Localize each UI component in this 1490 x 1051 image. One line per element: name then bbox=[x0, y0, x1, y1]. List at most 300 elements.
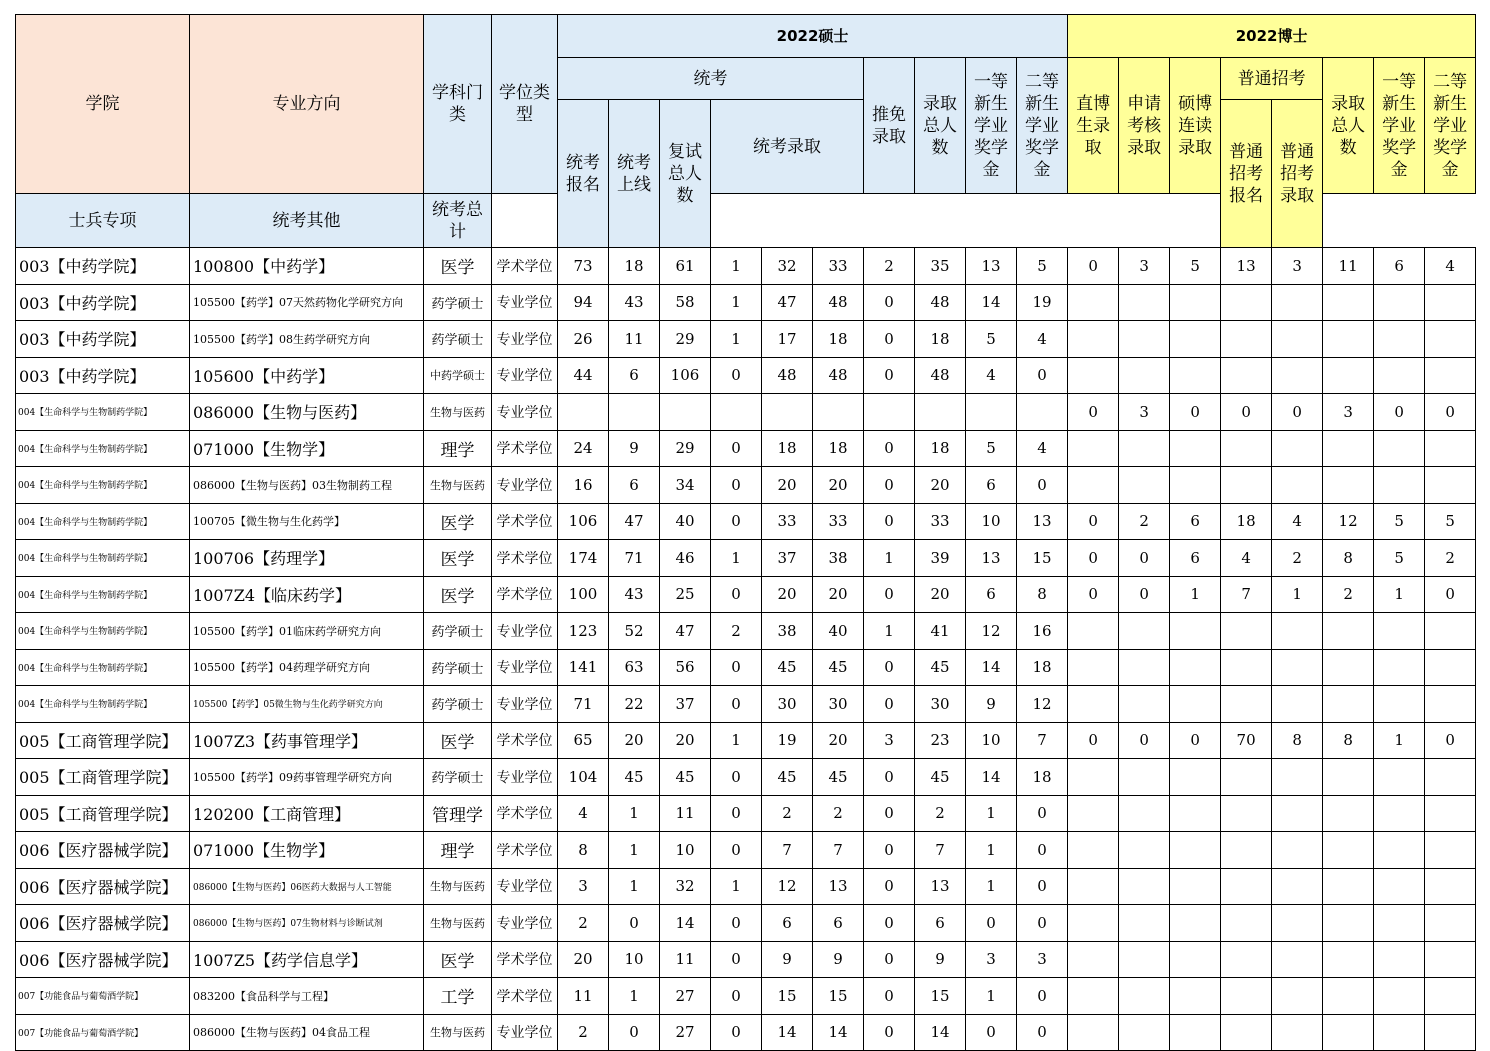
master-value-cell: 0 bbox=[711, 576, 762, 613]
master-value-cell: 13 bbox=[966, 248, 1017, 285]
degree-type-cell: 学术学位 bbox=[492, 941, 558, 978]
master-value-cell bbox=[711, 394, 762, 431]
master-value-cell: 7 bbox=[813, 832, 864, 869]
master-value-cell: 65 bbox=[558, 722, 609, 759]
phd-value-cell: 5 bbox=[1170, 248, 1221, 285]
master-value-cell: 58 bbox=[660, 284, 711, 321]
college-cell: 007【功能食品与葡萄酒学院】 bbox=[16, 1014, 190, 1051]
discipline-cell: 理学 bbox=[424, 832, 492, 869]
phd-value-cell: 0 bbox=[1425, 722, 1476, 759]
master-value-cell: 10 bbox=[609, 941, 660, 978]
master-value-cell: 0 bbox=[711, 978, 762, 1015]
phd-title: 2022博士 bbox=[1068, 15, 1476, 58]
phd-value-cell bbox=[1221, 686, 1272, 723]
phd-value-cell: 0 bbox=[1068, 503, 1119, 540]
master-value-cell: 0 bbox=[864, 357, 915, 394]
master-value-cell: 0 bbox=[1017, 832, 1068, 869]
degree-type-cell: 专业学位 bbox=[492, 321, 558, 358]
degree-type-cell: 学术学位 bbox=[492, 430, 558, 467]
phd-value-cell bbox=[1068, 467, 1119, 504]
major-cell: 100706【药理学】 bbox=[190, 540, 424, 577]
master-value-cell: 4 bbox=[1017, 430, 1068, 467]
recommended-header: 推免录取 bbox=[864, 58, 915, 194]
phd-value-cell: 7 bbox=[1221, 576, 1272, 613]
phd-value-cell bbox=[1323, 978, 1374, 1015]
degree-type-cell: 专业学位 bbox=[492, 394, 558, 431]
discipline-cell: 医学 bbox=[424, 540, 492, 577]
discipline-cell: 医学 bbox=[424, 503, 492, 540]
degree-type-header: 学位类型 bbox=[492, 15, 558, 194]
master-value-cell: 15 bbox=[1017, 540, 1068, 577]
master-value-cell: 9 bbox=[966, 686, 1017, 723]
college-cell: 004【生命科学与生物制药学院】 bbox=[16, 576, 190, 613]
phd-value-cell bbox=[1323, 795, 1374, 832]
master-value-cell: 0 bbox=[711, 941, 762, 978]
phd-value-cell bbox=[1374, 905, 1425, 942]
discipline-cell: 药学硕士 bbox=[424, 284, 492, 321]
master-value-cell: 0 bbox=[711, 795, 762, 832]
phd-value-cell bbox=[1272, 430, 1323, 467]
master-value-cell: 20 bbox=[813, 722, 864, 759]
phd-value-cell bbox=[1119, 868, 1170, 905]
master-value-cell: 100 bbox=[558, 576, 609, 613]
phd-value-cell bbox=[1221, 978, 1272, 1015]
degree-type-cell: 专业学位 bbox=[492, 1014, 558, 1051]
master-value-cell: 7 bbox=[762, 832, 813, 869]
table-row bbox=[16, 248, 1476, 285]
master-value-cell: 48 bbox=[813, 357, 864, 394]
phd-value-cell: 11 bbox=[1323, 248, 1374, 285]
master-value-cell: 20 bbox=[558, 941, 609, 978]
master-value-cell: 33 bbox=[813, 248, 864, 285]
discipline-cell: 药学硕士 bbox=[424, 759, 492, 796]
master-value-cell: 25 bbox=[660, 576, 711, 613]
degree-type-cell: 专业学位 bbox=[492, 467, 558, 504]
regular-applicants-header: 普通招考报名 bbox=[1221, 100, 1272, 248]
master-value-cell: 2 bbox=[558, 905, 609, 942]
master-value-cell: 26 bbox=[558, 321, 609, 358]
phd-value-cell bbox=[1119, 759, 1170, 796]
phd-value-cell bbox=[1119, 832, 1170, 869]
phd-value-cell bbox=[1068, 686, 1119, 723]
master-value-cell: 40 bbox=[813, 613, 864, 650]
phd-value-cell: 4 bbox=[1221, 540, 1272, 577]
master-value-cell: 34 bbox=[660, 467, 711, 504]
master-value-cell: 123 bbox=[558, 613, 609, 650]
master-value-cell: 0 bbox=[966, 905, 1017, 942]
ms-phd-header: 硕博连读录取 bbox=[1170, 58, 1221, 194]
phd-value-cell: 0 bbox=[1068, 576, 1119, 613]
phd-value-cell: 2 bbox=[1272, 540, 1323, 577]
table-row bbox=[16, 759, 1476, 796]
phd-value-cell bbox=[1425, 795, 1476, 832]
master-value-cell: 0 bbox=[1017, 357, 1068, 394]
master-value-cell: 1 bbox=[711, 540, 762, 577]
master-value-cell bbox=[864, 394, 915, 431]
master-value-cell: 27 bbox=[660, 1014, 711, 1051]
major-cell: 105500【药学】01临床药学研究方向 bbox=[190, 613, 424, 650]
master-value-cell: 6 bbox=[813, 905, 864, 942]
discipline-cell: 生物与医药 bbox=[424, 868, 492, 905]
discipline-cell: 生物与医药 bbox=[424, 394, 492, 431]
phd-value-cell bbox=[1068, 1014, 1119, 1051]
master-value-cell: 0 bbox=[864, 941, 915, 978]
master-value-cell: 0 bbox=[711, 467, 762, 504]
major-cell: 086000【生物与医药】06医药大数据与人工智能 bbox=[190, 868, 424, 905]
master-value-cell: 0 bbox=[1017, 978, 1068, 1015]
master-value-cell: 1 bbox=[609, 795, 660, 832]
direct-phd-header: 直博生录取 bbox=[1068, 58, 1119, 194]
phd-value-cell bbox=[1170, 321, 1221, 358]
phd-value-cell: 1 bbox=[1374, 722, 1425, 759]
phd-value-cell bbox=[1119, 1014, 1170, 1051]
phd-value-cell bbox=[1119, 649, 1170, 686]
phd-value-cell bbox=[1374, 357, 1425, 394]
college-cell: 006【医疗器械学院】 bbox=[16, 905, 190, 942]
phd-value-cell: 0 bbox=[1170, 394, 1221, 431]
phd-value-cell bbox=[1425, 649, 1476, 686]
master-value-cell: 11 bbox=[660, 795, 711, 832]
phd-value-cell bbox=[1221, 321, 1272, 358]
phd-value-cell: 0 bbox=[1170, 722, 1221, 759]
table-row bbox=[16, 832, 1476, 869]
phd-value-cell: 4 bbox=[1272, 503, 1323, 540]
master-value-cell: 19 bbox=[762, 722, 813, 759]
phd-value-cell bbox=[1221, 430, 1272, 467]
phd-value-cell bbox=[1272, 467, 1323, 504]
retest-total-header: 复试总人数 bbox=[660, 100, 711, 248]
master-value-cell: 71 bbox=[558, 686, 609, 723]
master-value-cell: 15 bbox=[813, 978, 864, 1015]
master-value-cell: 3 bbox=[558, 868, 609, 905]
master-value-cell: 10 bbox=[966, 503, 1017, 540]
master-value-cell: 0 bbox=[1017, 467, 1068, 504]
master-value-cell: 1 bbox=[609, 868, 660, 905]
major-cell: 105500【药学】05微生物与生化药学研究方向 bbox=[190, 686, 424, 723]
master-value-cell: 15 bbox=[915, 978, 966, 1015]
table-row bbox=[16, 722, 1476, 759]
exam-admitted-header: 统考录取 bbox=[711, 100, 864, 194]
master-value-cell: 0 bbox=[711, 905, 762, 942]
degree-type-cell: 学术学位 bbox=[492, 540, 558, 577]
master-value-cell: 18 bbox=[813, 321, 864, 358]
major-cell: 120200【工商管理】 bbox=[190, 795, 424, 832]
master-value-cell: 2 bbox=[813, 795, 864, 832]
master-value-cell: 2 bbox=[762, 795, 813, 832]
major-cell: 100705【微生物与生化药学】 bbox=[190, 503, 424, 540]
phd-value-cell: 0 bbox=[1425, 576, 1476, 613]
phd-value-cell bbox=[1425, 905, 1476, 942]
exam-total-header: 统考总计 bbox=[424, 194, 492, 248]
master-value-cell: 9 bbox=[813, 941, 864, 978]
master-value-cell: 0 bbox=[864, 868, 915, 905]
master-value-cell: 5 bbox=[966, 430, 1017, 467]
phd-admit-total-header: 录取总人数 bbox=[1323, 58, 1374, 194]
master-value-cell: 19 bbox=[1017, 284, 1068, 321]
phd-value-cell bbox=[1374, 321, 1425, 358]
phd-value-cell: 18 bbox=[1221, 503, 1272, 540]
phd-value-cell bbox=[1425, 1014, 1476, 1051]
phd-value-cell bbox=[1119, 467, 1170, 504]
phd-value-cell bbox=[1272, 284, 1323, 321]
phd-value-cell bbox=[1068, 649, 1119, 686]
master-value-cell: 29 bbox=[660, 321, 711, 358]
master-value-cell: 14 bbox=[660, 905, 711, 942]
master-value-cell: 3 bbox=[864, 722, 915, 759]
exam-applicants-header: 统考报名 bbox=[558, 100, 609, 248]
phd-value-cell bbox=[1221, 284, 1272, 321]
phd-value-cell bbox=[1425, 321, 1476, 358]
phd-value-cell bbox=[1068, 613, 1119, 650]
phd-value-cell bbox=[1119, 357, 1170, 394]
major-cell: 1007Z3【药事管理学】 bbox=[190, 722, 424, 759]
master-value-cell: 14 bbox=[966, 284, 1017, 321]
table-row bbox=[16, 868, 1476, 905]
college-cell: 004【生命科学与生物制药学院】 bbox=[16, 503, 190, 540]
master-value-cell: 174 bbox=[558, 540, 609, 577]
phd-value-cell: 1 bbox=[1272, 576, 1323, 613]
master-value-cell: 33 bbox=[762, 503, 813, 540]
table-row bbox=[16, 613, 1476, 650]
table-row bbox=[16, 357, 1476, 394]
master-value-cell: 16 bbox=[1017, 613, 1068, 650]
degree-type-cell: 学术学位 bbox=[492, 248, 558, 285]
phd-value-cell: 6 bbox=[1170, 503, 1221, 540]
phd-value-cell bbox=[1425, 978, 1476, 1015]
master-value-cell: 47 bbox=[660, 613, 711, 650]
master-value-cell: 48 bbox=[762, 357, 813, 394]
phd-value-cell bbox=[1323, 357, 1374, 394]
degree-type-cell: 专业学位 bbox=[492, 868, 558, 905]
admit-total-header: 录取总人数 bbox=[915, 58, 966, 194]
apply-review-header: 申请考核录取 bbox=[1119, 58, 1170, 194]
discipline-cell: 药学硕士 bbox=[424, 321, 492, 358]
phd-second-scholar-header: 二等新生学业奖学金 bbox=[1425, 58, 1476, 194]
phd-value-cell: 8 bbox=[1323, 722, 1374, 759]
master-value-cell bbox=[915, 394, 966, 431]
master-value-cell: 47 bbox=[762, 284, 813, 321]
phd-value-cell bbox=[1068, 832, 1119, 869]
table-header bbox=[16, 15, 1476, 248]
discipline-cell: 生物与医药 bbox=[424, 905, 492, 942]
exam-passed-header: 统考上线 bbox=[609, 100, 660, 248]
master-value-cell: 45 bbox=[609, 759, 660, 796]
master-value-cell: 8 bbox=[1017, 576, 1068, 613]
exam-other-header: 统考其他 bbox=[190, 194, 424, 248]
phd-first-scholar-header: 一等新生学业奖学金 bbox=[1374, 58, 1425, 194]
master-value-cell: 24 bbox=[558, 430, 609, 467]
phd-value-cell bbox=[1425, 357, 1476, 394]
master-value-cell bbox=[609, 394, 660, 431]
master-value-cell: 12 bbox=[1017, 686, 1068, 723]
phd-value-cell bbox=[1170, 978, 1221, 1015]
phd-value-cell: 3 bbox=[1119, 248, 1170, 285]
master-value-cell: 47 bbox=[609, 503, 660, 540]
master-value-cell: 13 bbox=[966, 540, 1017, 577]
phd-value-cell bbox=[1374, 759, 1425, 796]
phd-value-cell bbox=[1272, 868, 1323, 905]
major-cell: 083200【食品科学与工程】 bbox=[190, 978, 424, 1015]
master-value-cell: 106 bbox=[660, 357, 711, 394]
master-value-cell: 37 bbox=[660, 686, 711, 723]
table-row bbox=[16, 905, 1476, 942]
major-cell: 086000【生物与医药】04食品工程 bbox=[190, 1014, 424, 1051]
phd-value-cell bbox=[1272, 321, 1323, 358]
phd-value-cell bbox=[1170, 905, 1221, 942]
college-cell: 003【中药学院】 bbox=[16, 321, 190, 358]
phd-value-cell bbox=[1068, 978, 1119, 1015]
phd-value-cell: 0 bbox=[1221, 394, 1272, 431]
phd-value-cell bbox=[1272, 686, 1323, 723]
master-value-cell: 18 bbox=[1017, 649, 1068, 686]
master-value-cell: 0 bbox=[864, 832, 915, 869]
phd-value-cell bbox=[1323, 832, 1374, 869]
master-value-cell: 3 bbox=[1017, 941, 1068, 978]
master-value-cell: 27 bbox=[660, 978, 711, 1015]
major-header: 专业方向 bbox=[190, 15, 424, 194]
phd-value-cell bbox=[1170, 1014, 1221, 1051]
master-value-cell: 71 bbox=[609, 540, 660, 577]
college-cell: 003【中药学院】 bbox=[16, 284, 190, 321]
phd-value-cell bbox=[1374, 686, 1425, 723]
phd-value-cell: 3 bbox=[1323, 394, 1374, 431]
college-cell: 004【生命科学与生物制药学院】 bbox=[16, 613, 190, 650]
major-cell: 105600【中药学】 bbox=[190, 357, 424, 394]
master-value-cell: 13 bbox=[813, 868, 864, 905]
phd-value-cell bbox=[1272, 795, 1323, 832]
table-row bbox=[16, 284, 1476, 321]
first-scholar-header: 一等新生学业奖学金 bbox=[966, 58, 1017, 194]
master-value-cell: 141 bbox=[558, 649, 609, 686]
phd-value-cell bbox=[1425, 613, 1476, 650]
phd-value-cell bbox=[1068, 430, 1119, 467]
regular-admitted-header: 普通招考录取 bbox=[1272, 100, 1323, 248]
phd-value-cell bbox=[1272, 759, 1323, 796]
college-cell: 004【生命科学与生物制药学院】 bbox=[16, 467, 190, 504]
master-value-cell: 18 bbox=[915, 321, 966, 358]
college-cell: 004【生命科学与生物制药学院】 bbox=[16, 430, 190, 467]
master-value-cell: 0 bbox=[864, 759, 915, 796]
discipline-cell: 工学 bbox=[424, 978, 492, 1015]
phd-value-cell bbox=[1374, 649, 1425, 686]
master-value-cell: 18 bbox=[762, 430, 813, 467]
discipline-cell: 理学 bbox=[424, 430, 492, 467]
degree-type-cell: 学术学位 bbox=[492, 576, 558, 613]
master-value-cell: 38 bbox=[813, 540, 864, 577]
master-value-cell: 44 bbox=[558, 357, 609, 394]
table-row bbox=[16, 321, 1476, 358]
master-value-cell: 8 bbox=[558, 832, 609, 869]
phd-value-cell: 6 bbox=[1374, 248, 1425, 285]
master-value-cell: 0 bbox=[1017, 905, 1068, 942]
master-value-cell: 0 bbox=[864, 576, 915, 613]
unified-exam-header: 统考 bbox=[558, 58, 864, 100]
phd-value-cell bbox=[1374, 1014, 1425, 1051]
major-cell: 071000【生物学】 bbox=[190, 832, 424, 869]
phd-value-cell: 0 bbox=[1272, 394, 1323, 431]
master-value-cell: 13 bbox=[1017, 503, 1068, 540]
phd-value-cell bbox=[1119, 613, 1170, 650]
table-row bbox=[16, 467, 1476, 504]
master-value-cell: 0 bbox=[864, 430, 915, 467]
master-value-cell: 1 bbox=[711, 248, 762, 285]
master-value-cell: 45 bbox=[762, 759, 813, 796]
master-value-cell: 20 bbox=[609, 722, 660, 759]
master-value-cell: 0 bbox=[609, 905, 660, 942]
phd-value-cell: 3 bbox=[1119, 394, 1170, 431]
discipline-cell: 药学硕士 bbox=[424, 613, 492, 650]
college-cell: 005【工商管理学院】 bbox=[16, 795, 190, 832]
phd-value-cell: 2 bbox=[1425, 540, 1476, 577]
master-value-cell: 3 bbox=[966, 941, 1017, 978]
master-value-cell bbox=[1017, 394, 1068, 431]
college-cell: 006【医疗器械学院】 bbox=[16, 832, 190, 869]
table-row bbox=[16, 503, 1476, 540]
phd-value-cell: 6 bbox=[1170, 540, 1221, 577]
master-value-cell: 9 bbox=[762, 941, 813, 978]
phd-value-cell bbox=[1425, 759, 1476, 796]
discipline-header: 学科门类 bbox=[424, 15, 492, 194]
master-value-cell: 22 bbox=[609, 686, 660, 723]
phd-value-cell bbox=[1221, 467, 1272, 504]
table-body bbox=[16, 248, 1476, 1051]
phd-value-cell bbox=[1170, 832, 1221, 869]
master-value-cell: 0 bbox=[1017, 1014, 1068, 1051]
phd-value-cell bbox=[1221, 905, 1272, 942]
degree-type-cell: 专业学位 bbox=[492, 357, 558, 394]
discipline-cell: 生物与医药 bbox=[424, 467, 492, 504]
table-row bbox=[16, 941, 1476, 978]
master-value-cell: 0 bbox=[711, 430, 762, 467]
phd-value-cell bbox=[1068, 357, 1119, 394]
phd-value-cell bbox=[1221, 868, 1272, 905]
major-cell: 105500【药学】08生药学研究方向 bbox=[190, 321, 424, 358]
discipline-cell: 中药学硕士 bbox=[424, 357, 492, 394]
phd-value-cell bbox=[1425, 686, 1476, 723]
phd-value-cell bbox=[1170, 467, 1221, 504]
phd-value-cell bbox=[1323, 613, 1374, 650]
phd-value-cell bbox=[1068, 905, 1119, 942]
master-value-cell: 1 bbox=[966, 868, 1017, 905]
master-value-cell: 48 bbox=[915, 357, 966, 394]
phd-value-cell: 70 bbox=[1221, 722, 1272, 759]
master-value-cell: 0 bbox=[864, 905, 915, 942]
phd-value-cell bbox=[1119, 795, 1170, 832]
master-value-cell: 0 bbox=[1017, 868, 1068, 905]
major-cell: 086000【生物与医药】 bbox=[190, 394, 424, 431]
phd-value-cell bbox=[1119, 284, 1170, 321]
master-value-cell: 41 bbox=[915, 613, 966, 650]
master-value-cell: 5 bbox=[966, 321, 1017, 358]
phd-value-cell bbox=[1323, 905, 1374, 942]
table-row bbox=[16, 394, 1476, 431]
phd-value-cell bbox=[1170, 430, 1221, 467]
phd-value-cell bbox=[1221, 832, 1272, 869]
master-value-cell: 1 bbox=[711, 722, 762, 759]
master-value-cell: 10 bbox=[966, 722, 1017, 759]
master-value-cell: 20 bbox=[813, 576, 864, 613]
master-value-cell: 39 bbox=[915, 540, 966, 577]
phd-value-cell bbox=[1221, 759, 1272, 796]
degree-type-cell: 专业学位 bbox=[492, 686, 558, 723]
master-value-cell bbox=[813, 394, 864, 431]
major-cell: 1007Z4【临床药学】 bbox=[190, 576, 424, 613]
master-value-cell: 14 bbox=[813, 1014, 864, 1051]
master-value-cell: 6 bbox=[762, 905, 813, 942]
discipline-cell: 药学硕士 bbox=[424, 649, 492, 686]
phd-value-cell: 12 bbox=[1323, 503, 1374, 540]
phd-value-cell: 5 bbox=[1374, 503, 1425, 540]
